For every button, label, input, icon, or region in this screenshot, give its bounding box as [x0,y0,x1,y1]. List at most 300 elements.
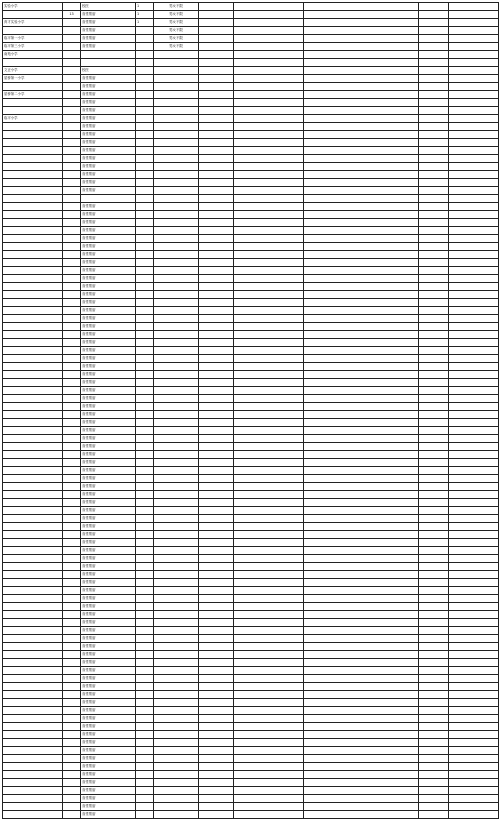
table-row [3,251,499,259]
phone-cell [449,179,499,187]
table-row [3,443,499,451]
requirement-cell [154,99,199,107]
phone-cell [449,547,499,555]
post-name-cell: 食堂帮厨 [81,163,136,171]
headcount-cell [136,587,154,595]
address-cell [304,547,419,555]
post-name-cell: 食堂帮厨 [81,251,136,259]
email-cell[interactable] [234,99,304,107]
address-cell [304,171,419,179]
school-name-cell: 育才实验小学 [3,19,63,27]
email-cell[interactable] [234,219,304,227]
email-cell[interactable] [234,227,304,235]
email-cell[interactable] [234,235,304,243]
email-cell[interactable] [234,283,304,291]
school-name-cell [3,299,63,307]
email-cell[interactable] [234,491,304,499]
email-cell[interactable] [234,691,304,699]
table-row [3,555,499,563]
requirement-cell: 男女不限 [154,19,199,27]
email-cell[interactable] [234,267,304,275]
contact-person-cell [419,731,449,739]
email-cell[interactable] [234,395,304,403]
email-cell[interactable] [234,91,304,99]
requirement-cell [154,283,199,291]
contact-person-cell [419,115,449,123]
post-name-cell: 食堂帮厨 [81,811,136,819]
post-number-cell [63,467,81,475]
remark-cell [199,611,234,619]
requirement-cell: 男女不限 [154,35,199,43]
table-row [3,659,499,667]
remark-cell [199,155,234,163]
remark-cell [199,435,234,443]
post-name-cell: 食堂帮厨 [81,219,136,227]
contact-person-cell [419,379,449,387]
table-row [3,11,499,19]
email-cell[interactable] [234,67,304,75]
requirement-cell [154,579,199,587]
table-row [3,51,499,59]
table-row [3,595,499,603]
school-name-cell [3,747,63,755]
school-name-cell [3,275,63,283]
headcount-cell [136,555,154,563]
school-name-cell [3,371,63,379]
post-name-cell: 食堂帮厨 [81,27,136,35]
email-cell[interactable] [234,307,304,315]
requirement-cell [154,179,199,187]
address-cell [304,523,419,531]
remark-cell [199,795,234,803]
post-number-cell [63,499,81,507]
post-name-cell: 校医 [81,67,136,75]
email-cell[interactable] [234,731,304,739]
headcount-cell [136,731,154,739]
address-cell [304,323,419,331]
post-number-cell [63,699,81,707]
post-number-cell [63,419,81,427]
requirement-cell [154,307,199,315]
email-cell[interactable] [234,59,304,67]
email-cell[interactable] [234,499,304,507]
table-row [3,347,499,355]
phone-cell [449,67,499,75]
email-cell[interactable] [234,411,304,419]
phone-cell [449,555,499,563]
school-name-cell [3,811,63,819]
address-cell [304,403,419,411]
remark-cell [199,491,234,499]
post-number-cell [63,683,81,691]
contact-person-cell [419,387,449,395]
email-cell[interactable] [234,315,304,323]
phone-cell [449,523,499,531]
headcount-cell [136,315,154,323]
post-number-cell [63,27,81,35]
post-number-cell [63,635,81,643]
phone-cell [449,803,499,811]
remark-cell [199,411,234,419]
email-cell[interactable] [234,3,304,11]
school-name-cell [3,523,63,531]
post-number-cell [63,491,81,499]
email-cell[interactable] [234,643,304,651]
post-number-cell [63,347,81,355]
address-cell [304,795,419,803]
email-cell[interactable] [234,523,304,531]
email-cell[interactable] [234,251,304,259]
requirement-cell [154,779,199,787]
school-name-cell [3,683,63,691]
school-name-cell [3,331,63,339]
contact-person-cell [419,211,449,219]
phone-cell [449,11,499,19]
email-cell[interactable] [234,579,304,587]
table-row [3,699,499,707]
email-cell[interactable] [234,35,304,43]
remark-cell [199,451,234,459]
school-name-cell [3,307,63,315]
school-name-cell [3,459,63,467]
post-name-cell: 食堂帮厨 [81,627,136,635]
address-cell [304,227,419,235]
address-cell [304,203,419,211]
school-name-cell [3,651,63,659]
email-cell[interactable] [234,195,304,203]
email-cell[interactable] [234,803,304,811]
email-cell[interactable] [234,179,304,187]
email-cell[interactable] [234,475,304,483]
email-cell[interactable] [234,123,304,131]
contact-person-cell [419,43,449,51]
email-cell[interactable] [234,115,304,123]
email-cell[interactable] [234,531,304,539]
post-name-cell: 食堂帮厨 [81,11,136,19]
email-cell[interactable] [234,699,304,707]
email-cell[interactable] [234,619,304,627]
email-cell[interactable] [234,715,304,723]
table-row [3,731,499,739]
post-number-cell [63,555,81,563]
contact-person-cell [419,155,449,163]
email-cell[interactable] [234,547,304,555]
email-cell[interactable] [234,83,304,91]
contact-person-cell [419,419,449,427]
headcount-cell [136,187,154,195]
school-name-cell [3,499,63,507]
email-cell[interactable] [234,723,304,731]
headcount-cell: 1 [136,19,154,27]
post-number-cell [63,643,81,651]
phone-cell [449,739,499,747]
address-cell [304,155,419,163]
address-cell [304,3,419,11]
remark-cell [199,803,234,811]
email-cell[interactable] [234,659,304,667]
phone-cell [449,395,499,403]
email-cell[interactable] [234,203,304,211]
email-cell[interactable] [234,539,304,547]
phone-cell [449,275,499,283]
post-number-cell [63,331,81,339]
email-cell[interactable] [234,347,304,355]
school-name-cell [3,59,63,67]
email-cell[interactable] [234,515,304,523]
email-cell[interactable] [234,323,304,331]
post-number-cell [63,563,81,571]
remark-cell [199,355,234,363]
email-cell[interactable] [234,595,304,603]
contact-person-cell [419,779,449,787]
email-cell[interactable] [234,387,304,395]
email-cell[interactable] [234,259,304,267]
table-row [3,635,499,643]
email-cell[interactable] [234,739,304,747]
email-cell[interactable] [234,611,304,619]
post-name-cell: 食堂帮厨 [81,523,136,531]
headcount-cell [136,123,154,131]
email-cell[interactable] [234,675,304,683]
phone-cell [449,587,499,595]
school-name-cell: 星桥第一小学 [3,75,63,83]
post-name-cell: 食堂帮厨 [81,747,136,755]
headcount-cell [136,619,154,627]
contact-person-cell [419,723,449,731]
post-number-cell [63,387,81,395]
remark-cell [199,659,234,667]
email-cell[interactable] [234,755,304,763]
contact-person-cell [419,187,449,195]
remark-cell [199,459,234,467]
requirement-cell [154,163,199,171]
email-cell[interactable] [234,435,304,443]
requirement-cell [154,603,199,611]
address-cell [304,611,419,619]
table-row [3,547,499,555]
email-cell[interactable] [234,187,304,195]
post-number-cell [63,83,81,91]
post-name-cell: 食堂帮厨 [81,771,136,779]
table-row [3,499,499,507]
headcount-cell [136,699,154,707]
remark-cell [199,379,234,387]
post-number-cell [63,203,81,211]
requirement-cell [154,67,199,75]
email-cell[interactable] [234,507,304,515]
remark-cell [199,683,234,691]
contact-person-cell [419,795,449,803]
address-cell [304,443,419,451]
email-cell[interactable] [234,667,304,675]
email-cell[interactable] [234,27,304,35]
table-row [3,83,499,91]
email-cell[interactable] [234,299,304,307]
email-cell[interactable] [234,563,304,571]
contact-person-cell [419,763,449,771]
contact-person-cell [419,275,449,283]
email-cell[interactable] [234,291,304,299]
email-cell[interactable] [234,683,304,691]
requirement-cell: 男女不限 [154,11,199,19]
email-cell[interactable] [234,155,304,163]
post-number-cell [63,403,81,411]
remark-cell [199,387,234,395]
contact-person-cell [419,755,449,763]
headcount-cell [136,675,154,683]
school-name-cell [3,795,63,803]
headcount-cell [136,163,154,171]
email-cell[interactable] [234,107,304,115]
contact-person-cell [419,163,449,171]
post-number-cell [63,475,81,483]
email-cell[interactable] [234,19,304,27]
post-number-cell [63,307,81,315]
email-cell[interactable] [234,795,304,803]
requirement-cell [154,515,199,523]
remark-cell [199,115,234,123]
address-cell [304,515,419,523]
remark-cell [199,235,234,243]
email-cell[interactable] [234,771,304,779]
phone-cell [449,227,499,235]
contact-person-cell [419,179,449,187]
contact-person-cell [419,739,449,747]
email-cell[interactable] [234,243,304,251]
school-name-cell [3,107,63,115]
headcount-cell [136,747,154,755]
remark-cell [199,267,234,275]
email-cell[interactable] [234,171,304,179]
email-cell[interactable] [234,747,304,755]
email-cell[interactable] [234,603,304,611]
table-row [3,267,499,275]
contact-person-cell [419,75,449,83]
email-cell[interactable] [234,443,304,451]
phone-cell [449,611,499,619]
post-number-cell [63,51,81,59]
email-cell[interactable] [234,75,304,83]
email-cell[interactable] [234,331,304,339]
remark-cell [199,723,234,731]
email-cell[interactable] [234,371,304,379]
phone-cell [449,691,499,699]
address-cell [304,51,419,59]
post-number-cell [63,603,81,611]
requirement-cell [154,235,199,243]
school-name-cell [3,667,63,675]
headcount-cell [136,715,154,723]
school-name-cell [3,419,63,427]
remark-cell [199,179,234,187]
email-cell[interactable] [234,635,304,643]
post-number-cell [63,259,81,267]
email-cell[interactable] [234,707,304,715]
phone-cell [449,251,499,259]
requirement-cell [154,59,199,67]
headcount-cell: 1 [136,11,154,19]
requirement-cell [154,139,199,147]
email-cell[interactable] [234,339,304,347]
email-cell[interactable] [234,43,304,51]
email-cell[interactable] [234,163,304,171]
table-row [3,787,499,795]
post-name-cell: 食堂帮厨 [81,19,136,27]
post-name-cell: 食堂帮厨 [81,531,136,539]
table-row [3,227,499,235]
school-name-cell [3,507,63,515]
post-number-cell [63,611,81,619]
post-number-cell [63,675,81,683]
table-row [3,539,499,547]
school-name-cell [3,451,63,459]
email-cell[interactable] [234,419,304,427]
headcount-cell [136,499,154,507]
table-row [3,59,499,67]
headcount-cell [136,243,154,251]
table-row [3,123,499,131]
requirement-cell [154,771,199,779]
post-number-cell [63,123,81,131]
remark-cell [199,83,234,91]
email-cell[interactable] [234,555,304,563]
remark-cell [199,523,234,531]
email-cell[interactable] [234,483,304,491]
email-cell[interactable] [234,763,304,771]
contact-person-cell [419,123,449,131]
address-cell [304,163,419,171]
email-cell[interactable] [234,147,304,155]
email-cell[interactable] [234,571,304,579]
contact-person-cell [419,307,449,315]
table-row [3,587,499,595]
address-cell [304,475,419,483]
post-number-cell [63,531,81,539]
email-cell[interactable] [234,51,304,59]
email-cell[interactable] [234,403,304,411]
contact-person-cell [419,587,449,595]
email-cell[interactable] [234,787,304,795]
email-cell[interactable] [234,811,304,819]
email-cell[interactable] [234,451,304,459]
email-cell[interactable] [234,131,304,139]
headcount-cell [136,291,154,299]
school-name-cell [3,803,63,811]
email-cell[interactable] [234,139,304,147]
email-cell[interactable] [234,459,304,467]
contact-person-cell [419,571,449,579]
email-cell[interactable] [234,355,304,363]
email-cell[interactable] [234,467,304,475]
email-cell[interactable] [234,779,304,787]
email-cell[interactable] [234,587,304,595]
requirement-cell [154,363,199,371]
table-row [3,795,499,803]
email-cell[interactable] [234,379,304,387]
email-cell[interactable] [234,651,304,659]
school-name-cell [3,387,63,395]
email-cell[interactable] [234,627,304,635]
email-cell[interactable] [234,275,304,283]
email-cell[interactable] [234,211,304,219]
remark-cell [199,747,234,755]
remark-cell [199,763,234,771]
school-name-cell [3,539,63,547]
email-cell[interactable] [234,11,304,19]
email-cell[interactable] [234,363,304,371]
contact-person-cell [419,339,449,347]
contact-person-cell [419,523,449,531]
